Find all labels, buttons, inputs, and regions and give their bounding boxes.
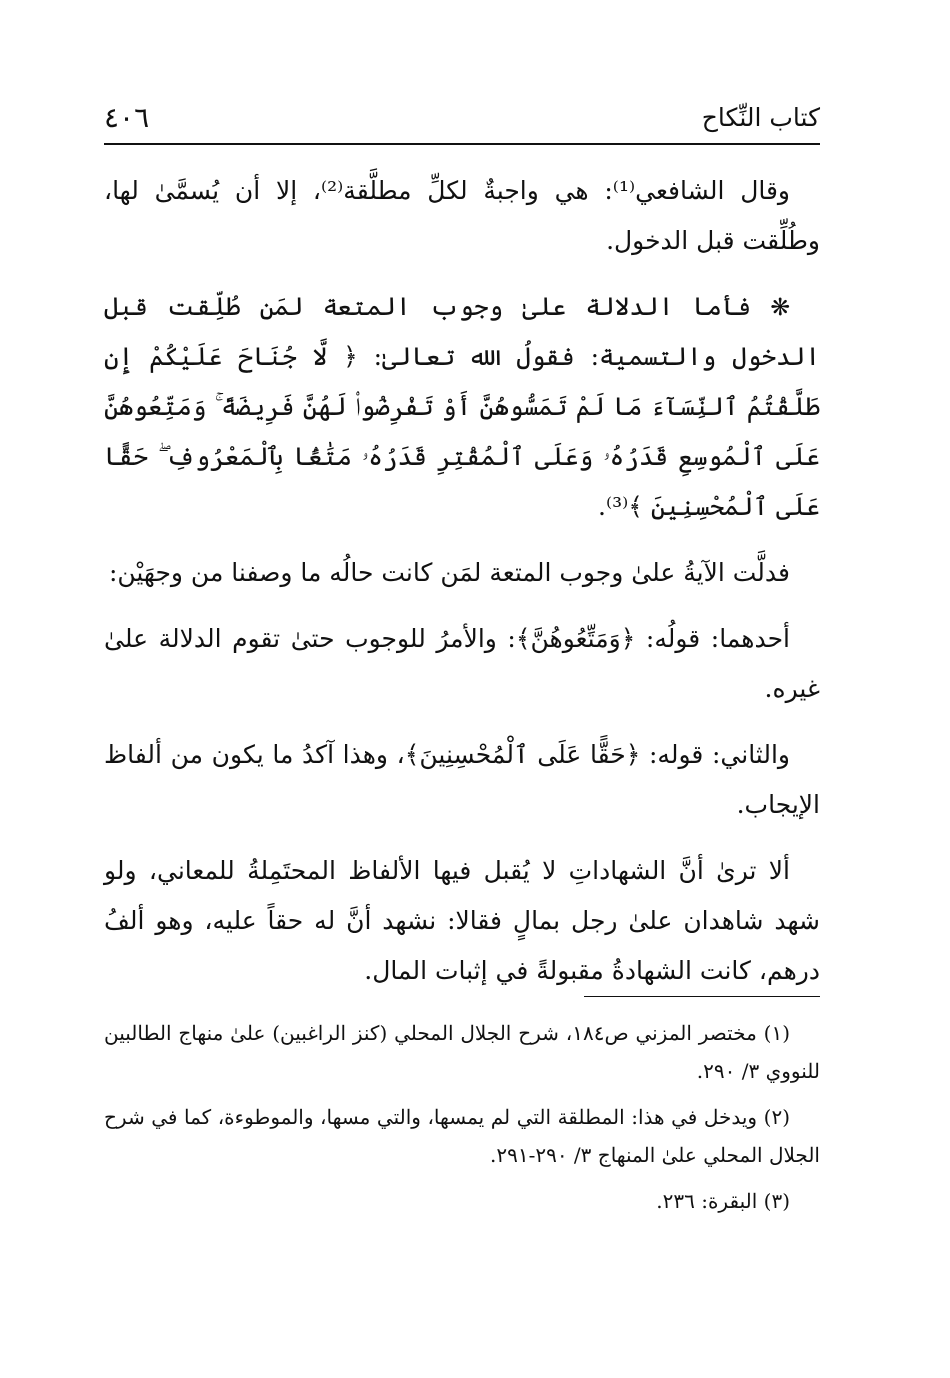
footnotes xyxy=(104,1014,820,1228)
footnote: (٢) ويدخل في هذا: المطلقة التي لم يمسها، والتي مسها، والموطوءة، كما في شرح الجلال المحلي علىٰ المنهاج ٣/ ٢٩٠-٢٩١. xyxy=(104,1105,820,1167)
running-title: كتاب النِّكاح xyxy=(701,103,820,132)
footnote: (١) مختصر المزني ص١٨٤، شرح الجلال المحلي (كنز الراغبين) علىٰ منهاج الطالبين للنووي ٣/ ٢٩٠. xyxy=(104,1021,820,1083)
paragraph: فدلَّت الآيةُ علىٰ وجوب المتعة لمَن كانت حالُه ما وصفنا من وجهَيْن: xyxy=(108,558,790,587)
paragraph: ألا ترىٰ أنَّ الشهاداتِ لا يُقبل فيها الألفاظ المحتَمِلةُ للمعاني، ولو شهد شاهدان علىٰ رجل بمالٍ فقالا: نشهد أنَّ له حقاً عليه، وهو ألفُ درهم، كانت الشهادةُ مقبولةً في إثبات المال. xyxy=(104,856,820,985)
body-text xyxy=(104,166,820,1012)
paragraph: وقال الشافعي⁽¹⁾: هي واجبةٌ لكلِّ مطلَّقة⁽²⁾، إلا أن يُسمَّىٰ لها، وطُلِّقت قبل الدخول. xyxy=(104,176,820,255)
paragraph: والثاني: قوله: ﴿حَقًّا عَلَى ٱلْمُحْسِنِينَ﴾، وهذا آكدُ ما يكون من ألفاظ الإيجاب. xyxy=(104,740,820,819)
paragraph: ❋ فأما الدلالة علىٰ وجوب المتعة لمَن طُلِّقت قبل الدخول والتسمية: فقولُ الله تعالىٰ: ﴿ لَّا جُنَاحَ عَلَيْكُمْ إِن طَلَّقْتُمُ ٱلنِّسَآءَ مَا لَمْ تَمَسُّوهُنَّ أَوْ تَفْرِضُوا۟ لَهُنَّ فَرِيضَةً ۚ وَمَتِّعُوهُنَّ عَلَى ٱلْمُوسِعِ قَدَرُهُۥ وَعَلَى ٱلْمُقْتِرِ قَدَرُهُۥ مَتَٰعًۢا بِٱلْمَعْرُوفِ ۖ حَقًّا عَلَى ٱلْمُحْسِنِينَ ﴾⁽³⁾. xyxy=(104,292,820,521)
book-page xyxy=(104,0,820,1378)
footnote: (٣) البقرة: ٢٣٦. xyxy=(656,1189,790,1213)
paragraph: أحدهما: قولُه: ﴿وَمَتِّعُوهُنَّ﴾: والأمرُ للوجوب حتىٰ تقوم الدلالة علىٰ غيره. xyxy=(104,624,820,703)
footnote-separator xyxy=(584,996,820,997)
page-number: ٤٠٦ xyxy=(104,101,150,134)
header-rule xyxy=(104,143,820,145)
page-header xyxy=(104,96,820,136)
